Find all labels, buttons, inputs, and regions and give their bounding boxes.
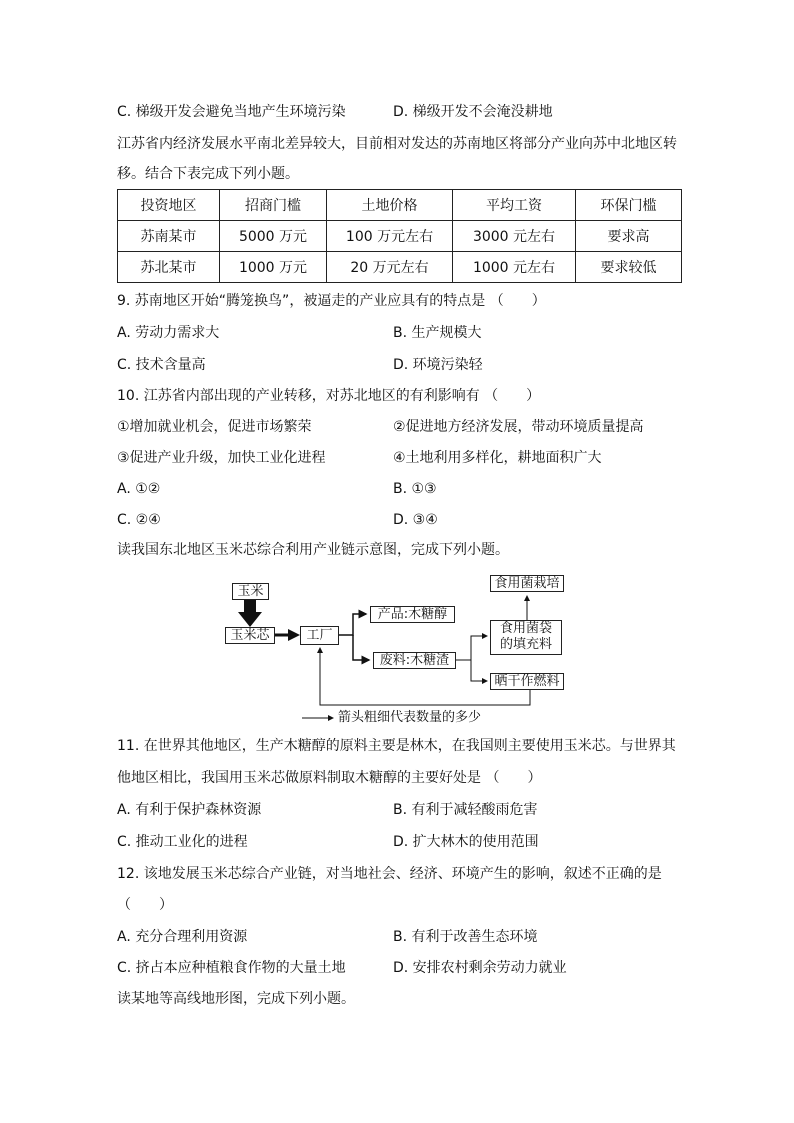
intro-diagram: 读我国东北地区玉米芯综合利用产业链示意图，完成下列小题。 <box>117 542 509 558</box>
q9-option-c: C. 技术含量高 <box>117 357 206 373</box>
table-header: 平均工资 <box>453 190 576 221</box>
q11-stem-2: 他地区相比，我国用玉米芯做原料制取木糖醇的主要好处是 （ ） <box>117 770 542 786</box>
q10-statement-3: ③促进产业升级，加快工业化进程 <box>117 450 326 466</box>
q11-option-d: D. 扩大林木的使用范围 <box>393 834 539 850</box>
node-fuel: 晒干作燃料 <box>490 673 564 690</box>
q10-option-a: A. ①② <box>117 481 161 497</box>
table-cell: 要求较低 <box>576 252 682 283</box>
q10-statement-1: ①增加就业机会，促进市场繁荣 <box>117 419 312 435</box>
node-product: 产品:木糖醇 <box>370 606 455 623</box>
table-cell: 1000 元左右 <box>453 252 576 283</box>
table-header: 投资地区 <box>118 190 220 221</box>
node-filler <box>490 620 562 655</box>
q10-option-b: B. ①③ <box>393 481 437 497</box>
node-corncob: 玉米芯 <box>225 627 275 644</box>
table-cell: 3000 元左右 <box>453 221 576 252</box>
table-header: 环保门槛 <box>576 190 682 221</box>
table-cell: 20 万元左右 <box>327 252 453 283</box>
q9-option-a: A. 劳动力需求大 <box>117 325 220 341</box>
table-cell: 要求高 <box>576 221 682 252</box>
q10-option-c: C. ②④ <box>117 512 161 528</box>
node-corn: 玉米 <box>232 583 269 600</box>
q10-option-d: D. ③④ <box>393 512 438 528</box>
q11-option-a: A. 有利于保护森林资源 <box>117 802 262 818</box>
q11-option-b: B. 有利于减轻酸雨危害 <box>393 802 538 818</box>
table-cell: 100 万元左右 <box>327 221 453 252</box>
table-cell: 苏北某市 <box>118 252 220 283</box>
q12-stem-2: （ ） <box>117 897 173 913</box>
q10-statement-2: ②促进地方经济发展，带动环境质量提高 <box>393 419 644 435</box>
intro-paragraph-2: 移。结合下表完成下列小题。 <box>117 166 299 182</box>
diagram-legend: 箭头粗细代表数量的多少 <box>338 710 482 725</box>
node-filler-line1: 食用菌袋 <box>499 621 552 636</box>
q12-option-b: B. 有利于改善生态环境 <box>393 929 538 945</box>
table-header: 土地价格 <box>327 190 453 221</box>
node-mushroom: 食用菌栽培 <box>490 575 564 592</box>
node-factory: 工厂 <box>300 626 339 645</box>
table-cell: 苏南某市 <box>118 221 220 252</box>
q12-stem-1: 12. 该地发展玉米芯综合产业链，对当地社会、经济、环境产生的影响，叙述不正确的是 <box>117 866 662 882</box>
q8-option-c: C. 梯级开发会避免当地产生环境污染 <box>117 104 346 120</box>
q9-option-b: B. 生产规模大 <box>393 325 482 341</box>
q12-option-d: D. 安排农村剩余劳动力就业 <box>393 960 567 976</box>
intro-contour-map: 读某地等高线地形图，完成下列小题。 <box>117 991 355 1007</box>
table-cell: 5000 万元 <box>220 221 327 252</box>
table-cell: 1000 万元 <box>220 252 327 283</box>
table-header: 招商门槛 <box>220 190 327 221</box>
node-waste: 废料:木糖渣 <box>373 652 456 669</box>
q12-option-c: C. 挤占本应种植粮食作物的大量土地 <box>117 960 346 976</box>
node-filler-line2: 的填充料 <box>499 637 552 652</box>
q8-option-d: D. 梯级开发不会淹没耕地 <box>393 104 553 120</box>
q9-stem: 9. 苏南地区开始“腾笼换鸟”，被逼走的产业应具有的特点是 （ ） <box>117 293 546 309</box>
q9-option-d: D. 环境污染轻 <box>393 357 483 373</box>
q12-option-a: A. 充分合理利用资源 <box>117 929 248 945</box>
q11-option-c: C. 推动工业化的进程 <box>117 834 248 850</box>
intro-paragraph: 江苏省内经济发展水平南北差异较大，目前相对发达的苏南地区将部分产业向苏中北地区转 <box>117 136 677 152</box>
q11-stem-1: 11. 在世界其他地区，生产木糖醇的原料主要是林木，在我国则主要使用玉米芯。与世界其 <box>117 738 676 754</box>
q10-stem: 10. 江苏省内部出现的产业转移，对苏北地区的有利影响有 （ ） <box>117 388 541 404</box>
q10-statement-4: ④土地利用多样化，耕地面积广大 <box>393 450 602 466</box>
